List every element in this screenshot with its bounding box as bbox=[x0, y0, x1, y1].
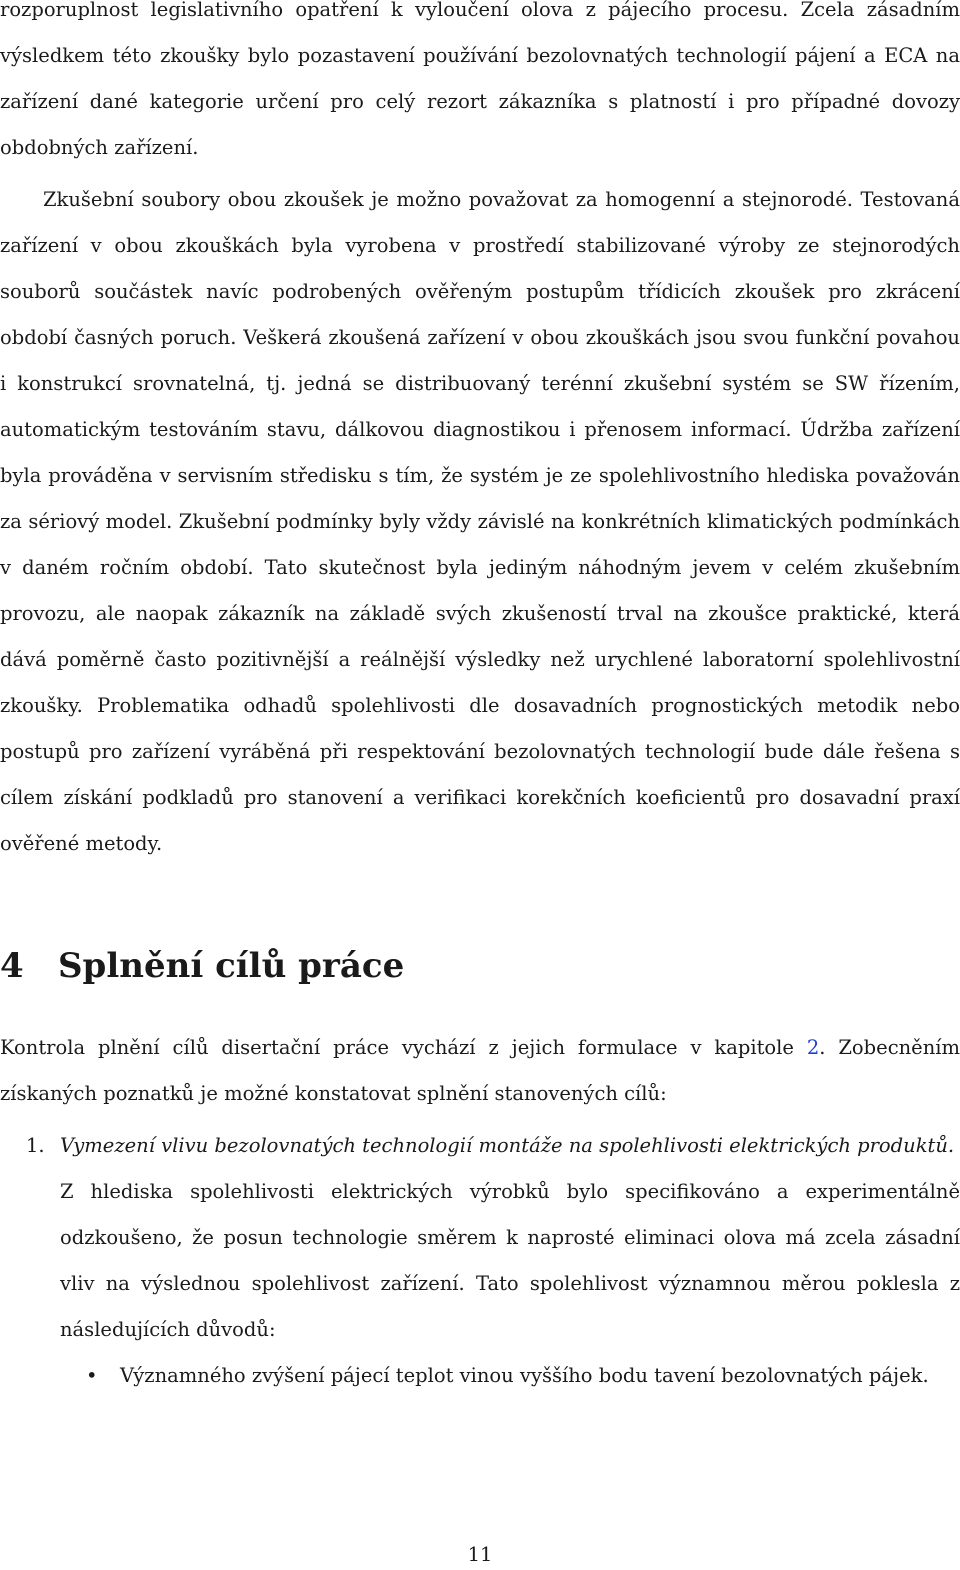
paragraph-intro bbox=[0, 1025, 960, 1117]
bullet-item bbox=[60, 1353, 960, 1399]
section-title: Splnění cílů práce bbox=[58, 946, 405, 986]
section-heading bbox=[0, 938, 404, 994]
list-item bbox=[0, 1123, 960, 1399]
list-item-title: Vymezení vlivu bezolovnatých technologií montáže na spolehlivosti elektrických produktů. bbox=[60, 1134, 955, 1157]
section-number: 4 bbox=[0, 946, 24, 986]
paragraph-test-sets: Zkušební soubory obou zkoušek je možno považovat za homogenní a stejnorodé. Testovaná zařízení v obou zkouškách byla vyrobena v prostředí stabilizované výroby ze stejnorodých souborů součástek navíc podrobených ověřeným postupům třídicích zkoušek pro zkrácení období časných poruch. Veškerá zkoušená zařízení v obou zkouškách jsou svou funkční povahou i konstrukcí srovnatelná, tj. jedná se distribuovaný terénní zkušební systém se SW řízením, automatickým testováním stavu, dálkovou diagnostikou i přenosem informací. Údržba zařízení byla prováděna v servisním středisku s tím, že systém je ze spolehlivostního hlediska považován za sériový model. Zkušební podmínky byly vždy závislé na konkrétních klimatických podmínkách v daném ročním období. Tato skutečnost byla jediným náhodným jevem v celém zkušebním provozu, ale naopak zákazník na základě svých zkušeností trval na zkoušce praktické, která dává poměrně často pozitivnější a reálnější výsledky než urychlené laboratorní spolehlivostní zkoušky. Problematika odhadů spolehlivosti dle dosavadních prognostických metodik nebo postupů pro zařízení vyráběná při respektování bezolovnatých technologií bude dále řešena s cílem získání podkladů pro stanovení a verifikaci korekčních koeficientů pro dosavadní praxí ověřené metody. bbox=[0, 188, 960, 855]
bullet-text: Významného zvýšení pájecí teplot vinou vyššího bodu tavení bezolovnatých pájek. bbox=[120, 1364, 929, 1387]
bullet-icon: • bbox=[86, 1364, 98, 1387]
list-item-number: 1. bbox=[26, 1134, 45, 1157]
paragraph-continuation: rozporuplnost legislativního opatření k vyloučení olova z pájecího procesu. Zcela zásadním výsledkem této zkoušky bylo pozastavení používání bezolovnatých technologií pájení a ECA na zařízení dané kategorie určení pro celý rezort zákazníka s platností i pro případné dovozy obdobných zařízení. bbox=[0, 0, 960, 159]
page-number: 11 bbox=[467, 1543, 493, 1566]
list-item-text: Z hlediska spolehlivosti elektrických výrobků bylo specifikováno a experimentálně odzkoušeno, že posun technologie směrem k naprosté eliminaci olova má zcela zásadní vliv na výslednou spolehlivost zařízení. Tato spolehlivost významnou měrou poklesla z následujících důvodů: bbox=[60, 1180, 960, 1341]
intro-text: Kontrola plnění cílů disertační práce vychází z jejich formulace v kapitole bbox=[0, 1036, 807, 1059]
goals-list bbox=[0, 1123, 960, 1399]
list-item-body bbox=[60, 1123, 960, 1399]
chapter-reference-link[interactable]: 2 bbox=[806, 1036, 820, 1059]
intro-text-continued: . Zobecněním získaných poznatků je možné konstatovat splnění stanovených cílů: bbox=[0, 1036, 960, 1105]
